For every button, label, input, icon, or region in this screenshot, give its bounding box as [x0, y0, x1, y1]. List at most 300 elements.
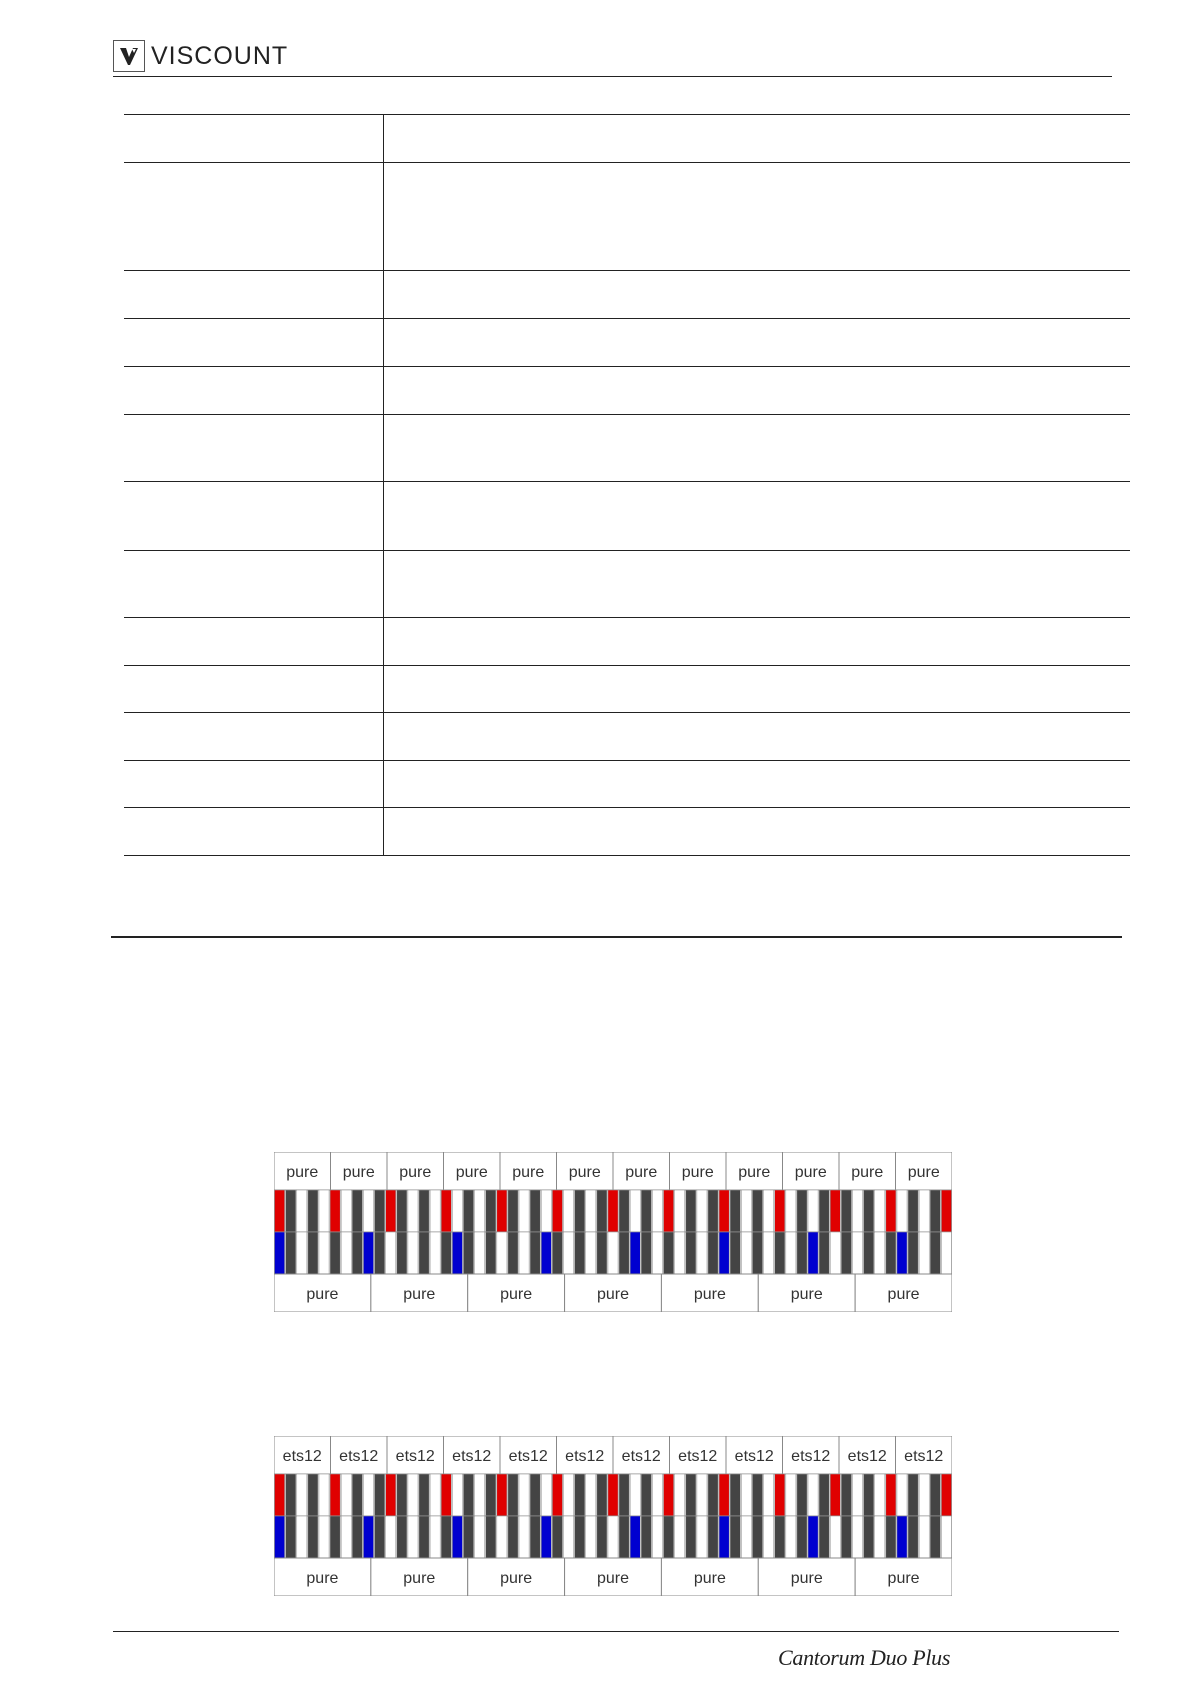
black-key — [508, 1516, 518, 1558]
white-key — [430, 1232, 440, 1274]
black-key — [775, 1516, 785, 1558]
marker-key — [886, 1190, 896, 1232]
upper-manual-labels — [274, 1436, 952, 1474]
white-key — [764, 1474, 774, 1516]
black-key — [508, 1190, 518, 1232]
white-key — [497, 1232, 507, 1274]
black-key — [752, 1232, 762, 1274]
white-key — [741, 1516, 751, 1558]
black-key — [864, 1516, 874, 1558]
white-key — [919, 1190, 929, 1232]
white-key — [652, 1232, 662, 1274]
black-key — [752, 1474, 762, 1516]
white-key — [875, 1190, 885, 1232]
label-text: ets12 — [508, 1448, 548, 1465]
white-key — [697, 1190, 707, 1232]
white-key — [319, 1190, 329, 1232]
white-key — [697, 1474, 707, 1516]
label-text: pure — [790, 1286, 823, 1303]
black-key — [286, 1474, 296, 1516]
black-key — [441, 1516, 451, 1558]
marker-key — [630, 1516, 640, 1558]
white-key — [341, 1190, 351, 1232]
table-row — [124, 713, 1130, 761]
white-key — [786, 1190, 796, 1232]
marker-key — [941, 1190, 951, 1232]
black-key — [775, 1232, 785, 1274]
table-cell-parameter — [124, 319, 384, 366]
black-key — [597, 1232, 607, 1274]
temperament-diagram-2 — [274, 1436, 952, 1596]
marker-key — [897, 1516, 907, 1558]
table-cell-description — [384, 163, 1130, 270]
black-key — [286, 1232, 296, 1274]
footer-product-name: Cantorum Duo Plus — [778, 1645, 951, 1670]
white-key — [430, 1516, 440, 1558]
white-key — [497, 1516, 507, 1558]
marker-key — [830, 1190, 840, 1232]
white-key — [341, 1232, 351, 1274]
black-key — [308, 1190, 318, 1232]
table-cell-parameter — [124, 618, 384, 665]
black-key — [486, 1232, 496, 1274]
table-row — [124, 163, 1130, 271]
table-row — [124, 115, 1130, 163]
black-key — [708, 1516, 718, 1558]
table-cell-parameter — [124, 666, 384, 712]
marker-key — [386, 1474, 396, 1516]
white-key — [363, 1474, 373, 1516]
white-key — [852, 1516, 862, 1558]
black-key — [619, 1516, 629, 1558]
marker-key — [664, 1190, 674, 1232]
black-key — [463, 1516, 473, 1558]
black-key — [375, 1232, 385, 1274]
white-key — [452, 1474, 462, 1516]
marker-key — [808, 1232, 818, 1274]
black-key — [352, 1190, 362, 1232]
white-key — [741, 1190, 751, 1232]
black-key — [352, 1516, 362, 1558]
black-key — [864, 1474, 874, 1516]
table-cell-description — [384, 551, 1130, 617]
white-key — [764, 1232, 774, 1274]
white-key — [919, 1474, 929, 1516]
black-key — [708, 1232, 718, 1274]
black-key — [752, 1190, 762, 1232]
black-key — [463, 1232, 473, 1274]
white-key — [586, 1190, 596, 1232]
marker-key — [808, 1516, 818, 1558]
table-row — [124, 666, 1130, 713]
table-cell-parameter — [124, 808, 384, 855]
viscount-logo-icon — [113, 40, 145, 72]
black-key — [841, 1474, 851, 1516]
black-key — [419, 1516, 429, 1558]
white-key — [675, 1190, 685, 1232]
white-key — [586, 1516, 596, 1558]
marker-key — [886, 1474, 896, 1516]
marker-key — [386, 1190, 396, 1232]
black-key — [397, 1516, 407, 1558]
black-key — [908, 1190, 918, 1232]
black-key — [308, 1232, 318, 1274]
white-key — [519, 1516, 529, 1558]
white-key — [697, 1516, 707, 1558]
table-row — [124, 551, 1130, 618]
header-rule — [113, 76, 1112, 77]
label-text: pure — [851, 1164, 884, 1181]
lower-manual-keys — [274, 1516, 952, 1558]
black-key — [708, 1190, 718, 1232]
black-key — [819, 1232, 829, 1274]
white-key — [830, 1516, 840, 1558]
white-key — [852, 1474, 862, 1516]
label-text: pure — [342, 1164, 375, 1181]
label-text: ets12 — [621, 1448, 661, 1465]
black-key — [397, 1474, 407, 1516]
table-cell-description — [384, 666, 1130, 712]
black-key — [486, 1190, 496, 1232]
marker-key — [275, 1232, 285, 1274]
label-text: pure — [887, 1286, 920, 1303]
label-text: ets12 — [904, 1448, 944, 1465]
label-text: pure — [568, 1164, 601, 1181]
white-key — [408, 1232, 418, 1274]
table-row — [124, 367, 1130, 415]
label-text: pure — [738, 1164, 771, 1181]
white-key — [541, 1190, 551, 1232]
black-key — [797, 1190, 807, 1232]
marker-key — [719, 1516, 729, 1558]
label-text: pure — [403, 1570, 436, 1587]
table-cell-parameter — [124, 415, 384, 481]
black-key — [641, 1190, 651, 1232]
black-key — [419, 1190, 429, 1232]
label-text: ets12 — [565, 1448, 605, 1465]
white-key — [630, 1190, 640, 1232]
black-key — [841, 1190, 851, 1232]
black-key — [575, 1474, 585, 1516]
black-key — [530, 1232, 540, 1274]
white-key — [852, 1232, 862, 1274]
label-text: ets12 — [791, 1448, 831, 1465]
black-key — [864, 1190, 874, 1232]
table-cell-parameter — [124, 115, 384, 162]
white-key — [519, 1474, 529, 1516]
marker-key — [608, 1190, 618, 1232]
black-key — [664, 1232, 674, 1274]
white-key — [297, 1516, 307, 1558]
table-cell-description — [384, 415, 1130, 481]
white-key — [941, 1232, 951, 1274]
temperament-diagram-1 — [274, 1152, 952, 1312]
black-key — [841, 1232, 851, 1274]
black-key — [641, 1516, 651, 1558]
white-key — [475, 1232, 485, 1274]
marker-key — [830, 1474, 840, 1516]
white-key — [563, 1232, 573, 1274]
white-key — [764, 1516, 774, 1558]
black-key — [930, 1474, 940, 1516]
white-key — [408, 1516, 418, 1558]
white-key — [897, 1190, 907, 1232]
white-key — [741, 1474, 751, 1516]
white-key — [319, 1516, 329, 1558]
black-key — [530, 1516, 540, 1558]
label-text: ets12 — [395, 1448, 435, 1465]
black-key — [552, 1516, 562, 1558]
white-key — [808, 1474, 818, 1516]
table-cell-description — [384, 367, 1130, 414]
white-key — [586, 1474, 596, 1516]
white-key — [764, 1190, 774, 1232]
page-header — [113, 40, 1112, 78]
white-key — [652, 1516, 662, 1558]
white-key — [652, 1190, 662, 1232]
marker-key — [363, 1232, 373, 1274]
black-key — [286, 1516, 296, 1558]
table-cell-parameter — [124, 761, 384, 807]
black-key — [575, 1190, 585, 1232]
black-key — [730, 1516, 740, 1558]
black-key — [463, 1474, 473, 1516]
white-key — [675, 1516, 685, 1558]
white-key — [630, 1474, 640, 1516]
black-key — [886, 1516, 896, 1558]
table-cell-parameter — [124, 367, 384, 414]
white-key — [475, 1190, 485, 1232]
white-key — [475, 1474, 485, 1516]
black-key — [730, 1474, 740, 1516]
table-cell-parameter — [124, 163, 384, 270]
label-text: pure — [693, 1286, 726, 1303]
black-key — [308, 1474, 318, 1516]
black-key — [686, 1474, 696, 1516]
label-text: pure — [512, 1164, 545, 1181]
white-key — [297, 1190, 307, 1232]
black-key — [352, 1232, 362, 1274]
black-key — [686, 1232, 696, 1274]
black-key — [486, 1474, 496, 1516]
white-key — [386, 1232, 396, 1274]
upper-manual-keys — [274, 1474, 952, 1516]
black-key — [908, 1516, 918, 1558]
white-key — [875, 1474, 885, 1516]
label-text: pure — [500, 1570, 533, 1587]
black-key — [597, 1474, 607, 1516]
black-key — [419, 1232, 429, 1274]
label-text: pure — [500, 1286, 533, 1303]
white-key — [786, 1516, 796, 1558]
table-cell-description — [384, 713, 1130, 760]
label-text: pure — [306, 1570, 339, 1587]
marker-key — [330, 1190, 340, 1232]
marker-key — [630, 1232, 640, 1274]
black-key — [330, 1232, 340, 1274]
black-key — [797, 1474, 807, 1516]
black-key — [330, 1516, 340, 1558]
white-key — [430, 1190, 440, 1232]
white-key — [519, 1232, 529, 1274]
black-key — [730, 1232, 740, 1274]
white-key — [452, 1190, 462, 1232]
marker-key — [552, 1190, 562, 1232]
label-text: pure — [306, 1286, 339, 1303]
white-key — [875, 1516, 885, 1558]
label-text: pure — [596, 1570, 630, 1587]
white-key — [563, 1516, 573, 1558]
table-row — [124, 319, 1130, 367]
table-row — [124, 482, 1130, 551]
marker-key — [497, 1474, 507, 1516]
white-key — [919, 1516, 929, 1558]
black-key — [441, 1232, 451, 1274]
table-cell-description — [384, 618, 1130, 665]
black-key — [619, 1474, 629, 1516]
label-text: ets12 — [734, 1448, 774, 1465]
marker-key — [275, 1474, 285, 1516]
label-text: ets12 — [847, 1448, 887, 1465]
label-text: ets12 — [282, 1448, 322, 1465]
black-key — [641, 1474, 651, 1516]
marker-key — [452, 1516, 462, 1558]
label-text: ets12 — [678, 1448, 718, 1465]
black-key — [486, 1516, 496, 1558]
black-key — [752, 1516, 762, 1558]
table-cell-parameter — [124, 713, 384, 760]
white-key — [608, 1232, 618, 1274]
black-key — [463, 1190, 473, 1232]
white-key — [941, 1516, 951, 1558]
marker-key — [552, 1474, 562, 1516]
white-key — [541, 1474, 551, 1516]
white-key — [430, 1474, 440, 1516]
black-key — [530, 1190, 540, 1232]
table-cell-description — [384, 482, 1130, 550]
white-key — [363, 1190, 373, 1232]
label-text: pure — [907, 1164, 940, 1181]
black-key — [375, 1516, 385, 1558]
black-key — [508, 1474, 518, 1516]
brand-name: VISCOUNT — [151, 42, 289, 70]
white-key — [875, 1232, 885, 1274]
white-key — [408, 1474, 418, 1516]
marker-key — [941, 1474, 951, 1516]
black-key — [575, 1232, 585, 1274]
upper-manual-keys — [274, 1190, 952, 1232]
white-key — [408, 1190, 418, 1232]
white-key — [475, 1516, 485, 1558]
lower-manual-keys — [274, 1232, 952, 1274]
white-key — [519, 1190, 529, 1232]
white-key — [608, 1516, 618, 1558]
white-key — [786, 1474, 796, 1516]
marker-key — [719, 1232, 729, 1274]
white-key — [563, 1190, 573, 1232]
section-divider — [111, 936, 1122, 938]
marker-key — [452, 1232, 462, 1274]
white-key — [697, 1232, 707, 1274]
label-text: pure — [790, 1570, 823, 1587]
black-key — [930, 1516, 940, 1558]
marker-key — [897, 1232, 907, 1274]
black-key — [352, 1474, 362, 1516]
black-key — [841, 1516, 851, 1558]
marker-key — [775, 1474, 785, 1516]
black-key — [597, 1516, 607, 1558]
black-key — [664, 1516, 674, 1558]
marker-key — [275, 1190, 285, 1232]
label-text: ets12 — [452, 1448, 492, 1465]
marker-key — [541, 1232, 551, 1274]
white-key — [652, 1474, 662, 1516]
white-key — [341, 1474, 351, 1516]
table-cell-parameter — [124, 482, 384, 550]
black-key — [286, 1190, 296, 1232]
marker-key — [441, 1190, 451, 1232]
black-key — [908, 1474, 918, 1516]
black-key — [552, 1232, 562, 1274]
marker-key — [664, 1474, 674, 1516]
black-key — [819, 1516, 829, 1558]
black-key — [508, 1232, 518, 1274]
white-key — [386, 1516, 396, 1558]
black-key — [686, 1190, 696, 1232]
table-row — [124, 761, 1130, 808]
marker-key — [275, 1516, 285, 1558]
label-text: pure — [455, 1164, 488, 1181]
label-text: pure — [681, 1164, 714, 1181]
black-key — [730, 1190, 740, 1232]
table-cell-parameter — [124, 271, 384, 318]
label-text: pure — [625, 1164, 658, 1181]
white-key — [852, 1190, 862, 1232]
black-key — [619, 1232, 629, 1274]
table-cell-description — [384, 115, 1130, 162]
black-key — [886, 1232, 896, 1274]
black-key — [708, 1474, 718, 1516]
black-key — [597, 1190, 607, 1232]
black-key — [575, 1516, 585, 1558]
black-key — [686, 1516, 696, 1558]
label-text: pure — [596, 1286, 630, 1303]
marker-key — [330, 1474, 340, 1516]
lower-manual-labels — [274, 1274, 952, 1312]
black-key — [797, 1516, 807, 1558]
black-key — [375, 1190, 385, 1232]
white-key — [675, 1232, 685, 1274]
marker-key — [541, 1516, 551, 1558]
marker-key — [441, 1474, 451, 1516]
marker-key — [719, 1190, 729, 1232]
white-key — [919, 1232, 929, 1274]
table-cell-description — [384, 271, 1130, 318]
table-row — [124, 415, 1130, 482]
label-text: pure — [399, 1164, 432, 1181]
table-cell-parameter — [124, 551, 384, 617]
white-key — [319, 1232, 329, 1274]
white-key — [319, 1474, 329, 1516]
black-key — [930, 1232, 940, 1274]
black-key — [419, 1474, 429, 1516]
table-row — [124, 808, 1130, 856]
black-key — [641, 1232, 651, 1274]
black-key — [797, 1232, 807, 1274]
black-key — [530, 1474, 540, 1516]
white-key — [830, 1232, 840, 1274]
label-text: pure — [403, 1286, 436, 1303]
